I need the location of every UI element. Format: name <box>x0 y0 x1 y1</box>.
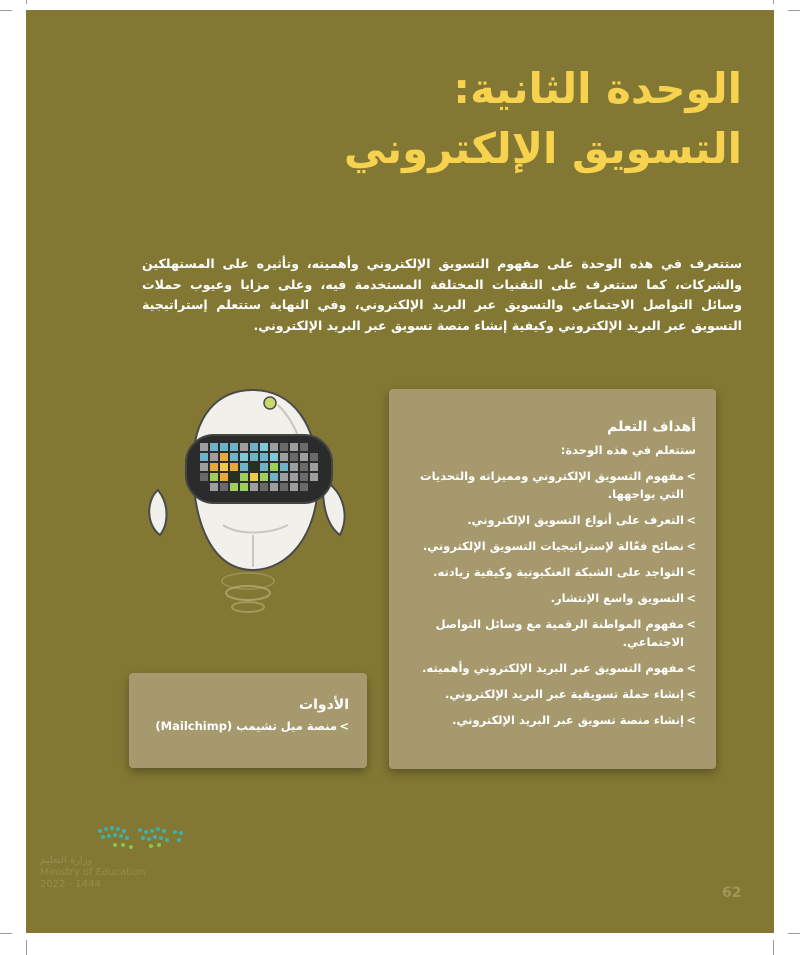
ministry-name-english: Ministry of Education <box>40 867 146 878</box>
list-item: > مفهوم التسويق عبر البريد الإلكتروني وأهميته. <box>409 659 696 677</box>
list-item: > إنشاء حملة تسويقية عبر البريد الإلكتروني. <box>409 685 696 703</box>
learning-goals-list <box>409 467 696 729</box>
learning-goals-box <box>389 389 716 769</box>
tools-heading: الأدوات <box>299 697 349 713</box>
list-item: > التواجد على الشبكة العنكبوتية وكيفية زيادته. <box>409 563 696 581</box>
crop-mark <box>788 933 800 934</box>
unit-title-line2: التسويق الإلكتروني <box>343 124 742 173</box>
crop-mark <box>773 940 774 955</box>
unit-title-line1: الوحدة الثانية: <box>453 64 742 113</box>
learning-goals-heading: أهداف التعلم <box>607 419 696 435</box>
ministry-name-arabic: وزارة التعليم <box>40 855 93 866</box>
intro-paragraph: ستتعرف في هذه الوحدة على مفهوم التسويق الإلكتروني وأهميته، وتأثيره على المستهلكين والشركات، كما ستتعرف على التقنيات المختلفة المستخدمة فيه، وعلى مزايا وعيوب حملات وسائل التواصل الاجتماعي والتسويق عبر البريد الإلكتروني، وفي النهاية ستتعلم إستراتيجية التسويق عبر البريد الإلكتروني وكيفية إنشاء منصة تسويق عبر البريد الإلكتروني. <box>142 256 742 333</box>
list-item: > مفهوم التسويق الإلكتروني ومميزاته والتحديات التي يواجهها. <box>409 467 696 503</box>
unit-title <box>222 64 742 173</box>
learning-goals-subheading: ستتعلم في هذه الوحدة: <box>560 443 696 457</box>
crop-mark <box>0 10 12 11</box>
robot-illustration <box>128 385 368 625</box>
crop-mark <box>788 10 800 11</box>
ministry-logo <box>40 823 180 903</box>
ministry-logo-icon <box>95 823 195 853</box>
crop-mark <box>0 933 12 934</box>
list-item: > نصائح فعّالة لإستراتيجيات التسويق الإلكتروني. <box>409 537 696 555</box>
ministry-year: 2022 - 1444 <box>40 879 101 890</box>
list-item: > إنشاء منصة تسويق عبر البريد الإلكتروني. <box>409 711 696 729</box>
list-item: > التعرف على أنواع التسويق الإلكتروني. <box>409 511 696 529</box>
crop-mark <box>26 0 27 4</box>
tools-item: > منصة ميل تشيمب (Mailchimp) <box>147 719 349 733</box>
page-number: 62 <box>722 885 742 901</box>
list-item: > مفهوم المواطنة الرقمية مع وسائل التواصل الاجتماعي. <box>409 615 696 651</box>
crop-mark <box>773 0 774 4</box>
tools-box <box>129 673 367 768</box>
list-item: > التسويق واسع الإنتشار. <box>409 589 696 607</box>
crop-mark <box>26 940 27 955</box>
